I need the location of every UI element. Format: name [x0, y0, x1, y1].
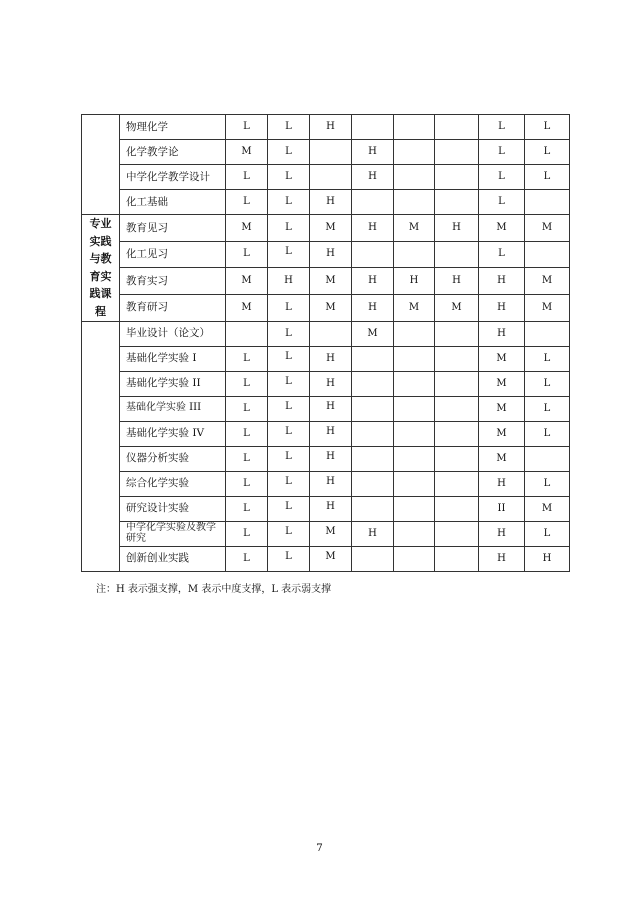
support-cell: L	[226, 546, 268, 571]
support-cell: L	[525, 346, 570, 371]
support-cell	[352, 115, 394, 140]
support-cell: H	[352, 521, 394, 546]
support-cell	[435, 321, 479, 346]
support-cell: L	[268, 396, 310, 421]
support-cell	[352, 421, 394, 446]
support-cell: L	[268, 190, 310, 215]
support-cell: L	[479, 165, 525, 190]
support-cell: L	[226, 396, 268, 421]
support-cell: H	[310, 241, 352, 268]
support-cell	[394, 241, 435, 268]
support-cell: L	[479, 140, 525, 165]
support-cell: M	[310, 546, 352, 571]
support-cell: L	[268, 215, 310, 242]
support-cell: H	[268, 268, 310, 295]
support-cell	[352, 346, 394, 371]
support-cell: L	[525, 165, 570, 190]
support-cell	[226, 321, 268, 346]
support-cell: L	[226, 371, 268, 396]
support-cell	[394, 190, 435, 215]
support-cell: L	[226, 165, 268, 190]
support-cell	[394, 140, 435, 165]
support-cell	[394, 421, 435, 446]
support-cell: M	[525, 268, 570, 295]
support-cell	[352, 471, 394, 496]
support-cell: L	[268, 371, 310, 396]
support-cell: L	[525, 396, 570, 421]
support-cell: II	[479, 496, 525, 521]
table-row	[82, 140, 570, 165]
support-cell: M	[226, 294, 268, 321]
course-name: 中学化学实验及教学研究	[120, 521, 226, 546]
support-cell: H	[352, 268, 394, 295]
course-name: 基础化学实验 II	[120, 371, 226, 396]
table-row	[82, 190, 570, 215]
support-cell: H	[479, 521, 525, 546]
course-name: 基础化学实验 I	[120, 346, 226, 371]
support-cell: H	[310, 115, 352, 140]
support-cell: M	[435, 294, 479, 321]
support-cell: L	[268, 321, 310, 346]
support-cell	[435, 371, 479, 396]
support-cell: L	[226, 241, 268, 268]
support-cell: L	[525, 140, 570, 165]
support-cell: H	[310, 346, 352, 371]
course-name: 化工见习	[120, 241, 226, 268]
support-cell	[435, 396, 479, 421]
support-cell: L	[226, 496, 268, 521]
support-cell: M	[394, 215, 435, 242]
category-cell-blank	[82, 115, 120, 215]
support-cell	[435, 521, 479, 546]
support-cell	[394, 521, 435, 546]
support-cell: M	[479, 421, 525, 446]
support-cell	[394, 396, 435, 421]
support-cell	[435, 115, 479, 140]
support-cell: H	[352, 215, 394, 242]
support-cell: L	[268, 115, 310, 140]
support-cell: L	[268, 241, 310, 268]
course-name: 物理化学	[120, 115, 226, 140]
page-number: 7	[316, 842, 323, 854]
support-cell: L	[268, 140, 310, 165]
support-cell: H	[310, 446, 352, 471]
support-cell: M	[479, 446, 525, 471]
table-row	[82, 215, 570, 242]
support-cell	[435, 346, 479, 371]
course-name: 教育研习	[120, 294, 226, 321]
support-cell	[435, 421, 479, 446]
support-cell: H	[479, 294, 525, 321]
support-cell: H	[310, 471, 352, 496]
support-cell: L	[226, 446, 268, 471]
support-cell	[394, 165, 435, 190]
support-cell: M	[352, 321, 394, 346]
support-cell: M	[394, 294, 435, 321]
support-cell: L	[268, 165, 310, 190]
support-cell: L	[268, 294, 310, 321]
support-cell: M	[226, 215, 268, 242]
support-cell: L	[525, 371, 570, 396]
support-cell: H	[310, 496, 352, 521]
support-cell: M	[525, 215, 570, 242]
support-cell	[394, 115, 435, 140]
support-cell: M	[525, 294, 570, 321]
support-cell	[394, 371, 435, 396]
category-label: 专业实践与教育实践课程	[82, 215, 120, 322]
support-cell	[394, 446, 435, 471]
support-cell: H	[310, 421, 352, 446]
course-name: 教育实习	[120, 268, 226, 295]
support-cell: L	[525, 421, 570, 446]
table-row	[82, 371, 570, 396]
support-cell: L	[226, 346, 268, 371]
support-cell: H	[435, 268, 479, 295]
support-cell	[310, 140, 352, 165]
support-cell	[525, 321, 570, 346]
support-cell	[435, 546, 479, 571]
support-cell	[310, 321, 352, 346]
support-cell	[352, 241, 394, 268]
support-cell: L	[268, 521, 310, 546]
table-row	[82, 241, 570, 268]
support-cell: M	[310, 521, 352, 546]
support-cell: M	[479, 396, 525, 421]
support-cell: H	[525, 546, 570, 571]
support-cell: H	[310, 371, 352, 396]
table-row	[82, 115, 570, 140]
support-cell: L	[226, 115, 268, 140]
table-row	[82, 268, 570, 295]
support-cell: H	[479, 321, 525, 346]
category-cell-blank	[82, 321, 120, 571]
support-cell: M	[310, 215, 352, 242]
support-cell: L	[479, 190, 525, 215]
table-row	[82, 294, 570, 321]
support-cell: M	[226, 140, 268, 165]
course-name: 研究设计实验	[120, 496, 226, 521]
table-row	[82, 496, 570, 521]
support-cell: M	[226, 268, 268, 295]
support-cell	[435, 241, 479, 268]
support-cell: H	[310, 190, 352, 215]
support-cell	[352, 446, 394, 471]
support-cell: M	[479, 215, 525, 242]
course-name: 仪器分析实验	[120, 446, 226, 471]
support-cell	[435, 471, 479, 496]
table-row	[82, 346, 570, 371]
support-cell	[435, 140, 479, 165]
course-name: 化工基础	[120, 190, 226, 215]
support-cell: M	[310, 268, 352, 295]
support-cell: H	[479, 546, 525, 571]
table-row	[82, 471, 570, 496]
table-row	[82, 521, 570, 546]
support-cell: H	[479, 471, 525, 496]
support-cell	[352, 190, 394, 215]
table-row	[82, 165, 570, 190]
support-cell	[435, 496, 479, 521]
support-cell: M	[310, 294, 352, 321]
table-row	[82, 396, 570, 421]
support-cell: H	[310, 396, 352, 421]
support-cell: L	[268, 496, 310, 521]
course-name: 创新创业实践	[120, 546, 226, 571]
support-cell	[435, 446, 479, 471]
support-cell: H	[394, 268, 435, 295]
support-cell: L	[525, 115, 570, 140]
support-cell: L	[226, 421, 268, 446]
support-cell	[394, 496, 435, 521]
course-name: 教育见习	[120, 215, 226, 242]
support-cell	[394, 321, 435, 346]
support-cell	[435, 190, 479, 215]
support-cell: L	[525, 521, 570, 546]
support-cell	[394, 546, 435, 571]
support-cell	[394, 346, 435, 371]
support-cell: M	[525, 496, 570, 521]
support-cell	[310, 165, 352, 190]
course-name: 化学教学论	[120, 140, 226, 165]
matrix-body	[82, 115, 570, 572]
support-cell: L	[268, 471, 310, 496]
course-name: 毕业设计（论文）	[120, 321, 226, 346]
support-matrix-table	[81, 114, 570, 572]
support-cell: L	[226, 471, 268, 496]
support-cell: L	[268, 546, 310, 571]
course-name: 基础化学实验 IV	[120, 421, 226, 446]
support-cell: H	[352, 165, 394, 190]
support-cell: H	[352, 294, 394, 321]
course-name: 中学化学教学设计	[120, 165, 226, 190]
support-cell: H	[435, 215, 479, 242]
support-cell	[435, 165, 479, 190]
course-name: 综合化学实验	[120, 471, 226, 496]
support-cell: L	[268, 421, 310, 446]
support-cell: H	[479, 268, 525, 295]
support-cell: L	[268, 446, 310, 471]
support-cell: L	[268, 346, 310, 371]
support-cell: L	[479, 241, 525, 268]
support-cell	[352, 396, 394, 421]
support-cell	[352, 546, 394, 571]
support-cell: H	[352, 140, 394, 165]
support-cell	[352, 496, 394, 521]
course-name: 基础化学实验 III	[120, 396, 226, 421]
support-cell: L	[226, 521, 268, 546]
support-cell: M	[479, 346, 525, 371]
legend-note: 注：H 表示强支撑，M 表示中度支撑，L 表示弱支撑	[96, 584, 332, 595]
support-cell: L	[226, 190, 268, 215]
support-cell	[352, 371, 394, 396]
support-cell: L	[479, 115, 525, 140]
support-cell	[525, 241, 570, 268]
table-row	[82, 421, 570, 446]
support-cell	[525, 190, 570, 215]
support-cell	[394, 471, 435, 496]
support-cell: L	[525, 471, 570, 496]
table-row	[82, 446, 570, 471]
support-cell	[525, 446, 570, 471]
table-row	[82, 546, 570, 571]
table-row	[82, 321, 570, 346]
support-cell: M	[479, 371, 525, 396]
